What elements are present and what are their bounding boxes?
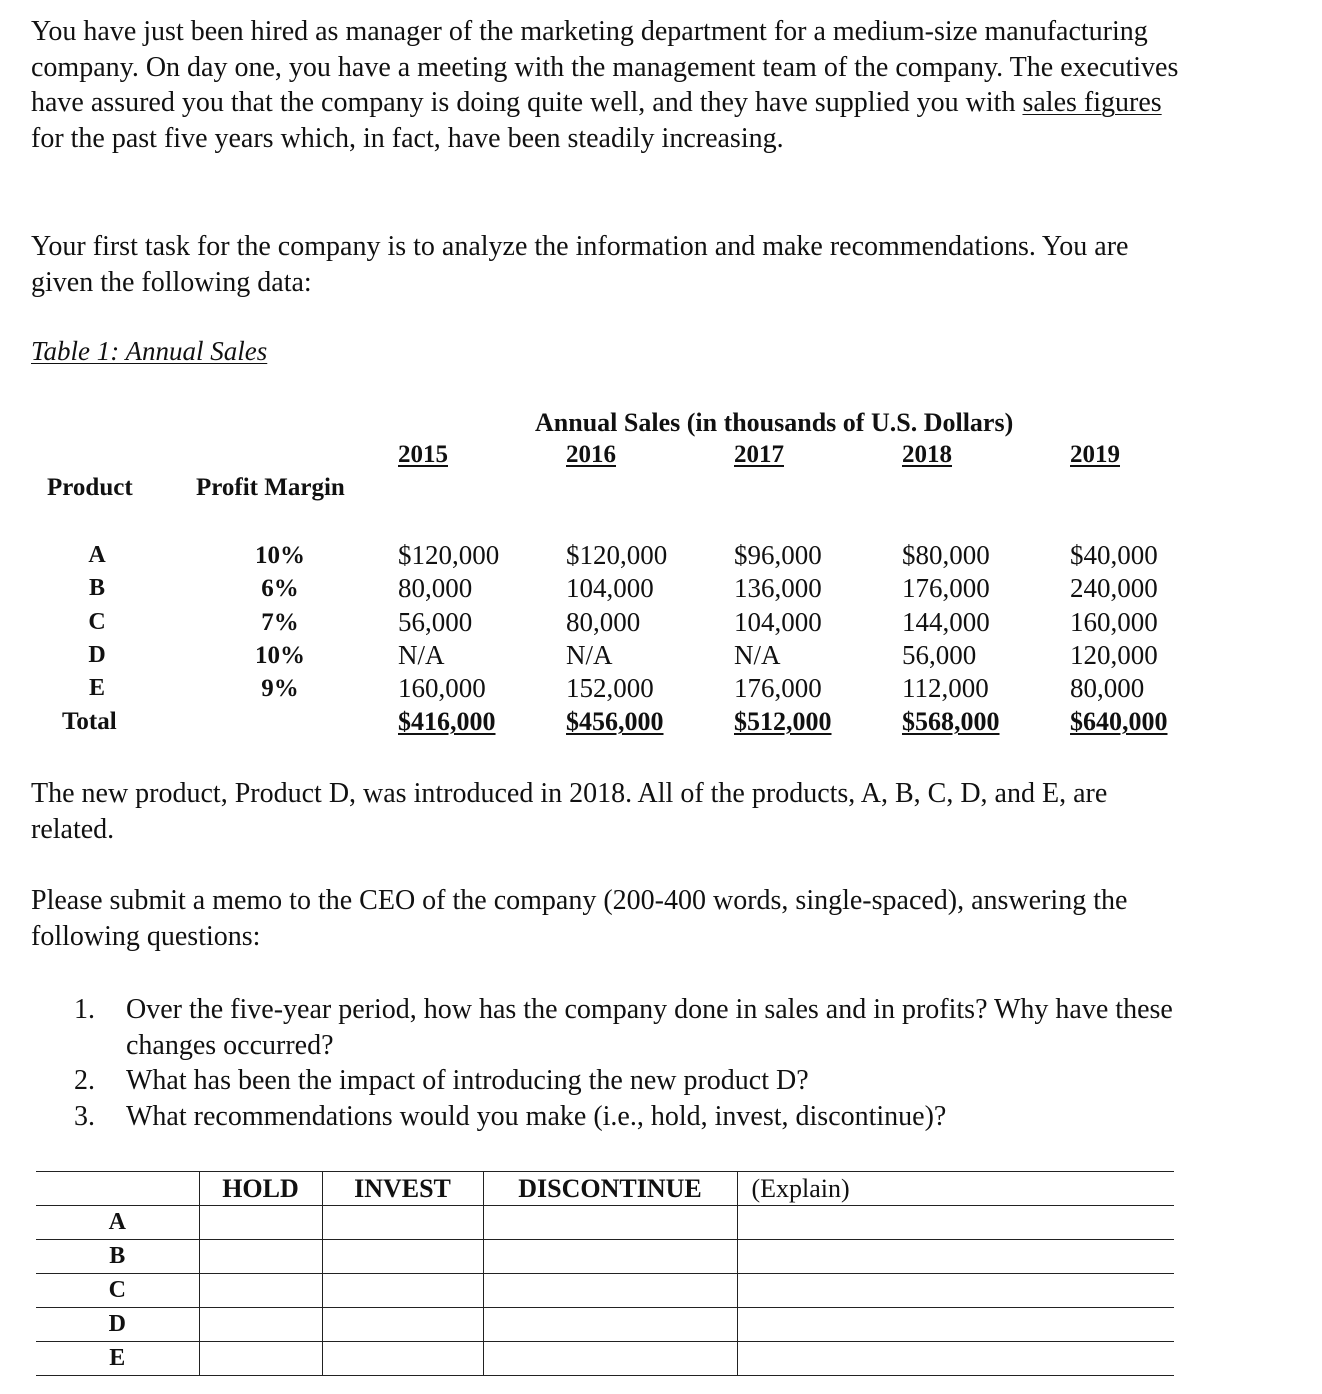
total-cell: $512,000 [734,707,832,736]
discontinue-cell[interactable] [483,1274,737,1308]
question-number: 3. [74,1100,95,1132]
product-label: B [88,575,105,601]
product-label: B [36,1240,199,1274]
question-list [74,992,1174,1134]
sales-cell: $40,000 [1070,540,1158,570]
product-label: E [88,675,105,701]
explain-cell[interactable] [737,1240,1174,1274]
product-label: A [36,1206,199,1240]
sales-cell: $96,000 [734,540,822,570]
invest-cell[interactable] [322,1308,483,1342]
total-label: Total [62,708,117,735]
sales-cell: 120,000 [1070,640,1158,670]
year-header: 2019 [1070,441,1120,468]
sales-cell: 160,000 [398,673,486,703]
sales-cell: 56,000 [902,640,977,670]
recommendation-row [36,1240,1174,1274]
product-column-header: Product [47,474,133,501]
question-text: Over the five-year period, how has the company done in sales and in profits? Why have these changes occurred? [126,994,1173,1061]
invest-cell[interactable] [322,1274,483,1308]
discontinue-cell[interactable] [483,1308,737,1342]
intro-paragraph-1 [31,14,1191,156]
header-blank-cell [36,1172,199,1206]
explain-cell[interactable] [737,1342,1174,1376]
question-number: 2. [74,1065,95,1096]
sales-cell: 152,000 [566,673,654,703]
sales-cell: N/A [566,640,613,670]
invest-column-header: INVEST [322,1172,483,1206]
profit-margin-column-header: Profit Margin [196,474,345,501]
sales-cell: 240,000 [1070,573,1158,603]
profit-margin-value: 9% [261,675,299,702]
intro-text-1a: You have just been hired as manager of the marketing department for a medium-size manufacturing company. On day one, you have a meeting with the management team of the company. The executives have assured you that the company is doing quite well, and they have supplied you with [31,16,1179,118]
discontinue-cell[interactable] [483,1206,737,1240]
question-item [74,1099,1174,1135]
sales-cell: N/A [734,640,781,670]
hold-cell[interactable] [199,1308,322,1342]
product-d-note: The new product, Product D, was introduced in 2018. All of the products, A, B, C, D, and E, are related. [31,778,1108,845]
question-item [74,1063,1174,1099]
memo-instructions: Please submit a memo to the CEO of the company (200-400 words, single-spaced), answering the following questions: [31,885,1128,952]
sales-cell: $80,000 [902,540,990,570]
hold-column-header: HOLD [199,1172,322,1206]
explain-cell[interactable] [737,1274,1174,1308]
sales-cell: 160,000 [1070,607,1158,637]
question-number: 1. [74,994,95,1025]
sales-cell: 176,000 [734,673,822,703]
profit-margin-value: 7% [261,609,299,636]
sales-cell: 56,000 [398,607,473,637]
product-label: D [88,642,106,668]
intro-text-1b: for the past five years which, in fact, have been steadily increasing. [31,122,784,154]
profit-margin-value: 10% [255,642,305,669]
sales-cell: $120,000 [398,540,500,570]
recommendation-row [36,1206,1174,1240]
hold-cell[interactable] [199,1274,322,1308]
recommendation-row [36,1342,1174,1376]
year-header: 2017 [734,441,784,468]
intro-paragraph-2: Your first task for the company is to analyze the information and make recommendations. You are given the following data: [31,231,1129,298]
discontinue-cell[interactable] [483,1240,737,1274]
invest-cell[interactable] [322,1240,483,1274]
explain-cell[interactable] [737,1308,1174,1342]
sales-cell: 80,000 [398,573,473,603]
total-cell: $640,000 [1070,707,1168,736]
recommendation-row [36,1274,1174,1308]
question-item [74,992,1174,1063]
question-text: What recommendations would you make (i.e., hold, invest, discontinue)? [126,1100,947,1132]
recommendation-header-row [36,1172,1174,1206]
sales-cell: 136,000 [734,573,822,603]
sales-cell: $120,000 [566,540,668,570]
sales-cell: 80,000 [566,607,641,637]
year-header: 2015 [398,441,448,468]
sales-cell: 104,000 [734,607,822,637]
invest-cell[interactable] [322,1206,483,1240]
invest-cell[interactable] [322,1342,483,1376]
product-label: C [88,609,106,635]
table-group-header: Annual Sales (in thousands of U.S. Dollars) [535,408,1014,437]
sales-cell: 104,000 [566,573,654,603]
product-label: C [36,1274,199,1308]
explain-column-header: (Explain) [737,1172,1174,1206]
total-cell: $456,000 [566,707,664,736]
sales-cell: 80,000 [1070,673,1145,703]
hold-cell[interactable] [199,1240,322,1274]
table-caption: Table 1: Annual Sales [31,336,268,366]
year-header: 2016 [566,441,616,468]
sales-figures-link-text: sales figures [1022,87,1162,118]
product-label: D [36,1308,199,1342]
product-label: A [88,542,106,568]
recommendation-row [36,1308,1174,1342]
hold-cell[interactable] [199,1342,322,1376]
total-cell: $568,000 [902,707,1000,736]
sales-cell: 112,000 [902,673,989,703]
question-text: What has been the impact of introducing the new product D? [126,1065,809,1096]
recommendation-table [36,1171,1174,1376]
product-label: E [36,1342,199,1376]
profit-margin-value: 10% [255,542,305,569]
sales-cell: 144,000 [902,607,990,637]
sales-cell: N/A [398,640,445,670]
year-header: 2018 [902,441,952,468]
sales-cell: 176,000 [902,573,990,603]
explain-cell[interactable] [737,1206,1174,1240]
hold-cell[interactable] [199,1206,322,1240]
profit-margin-value: 6% [261,575,299,602]
total-cell: $416,000 [398,707,496,736]
discontinue-column-header: DISCONTINUE [483,1172,737,1206]
discontinue-cell[interactable] [483,1342,737,1376]
